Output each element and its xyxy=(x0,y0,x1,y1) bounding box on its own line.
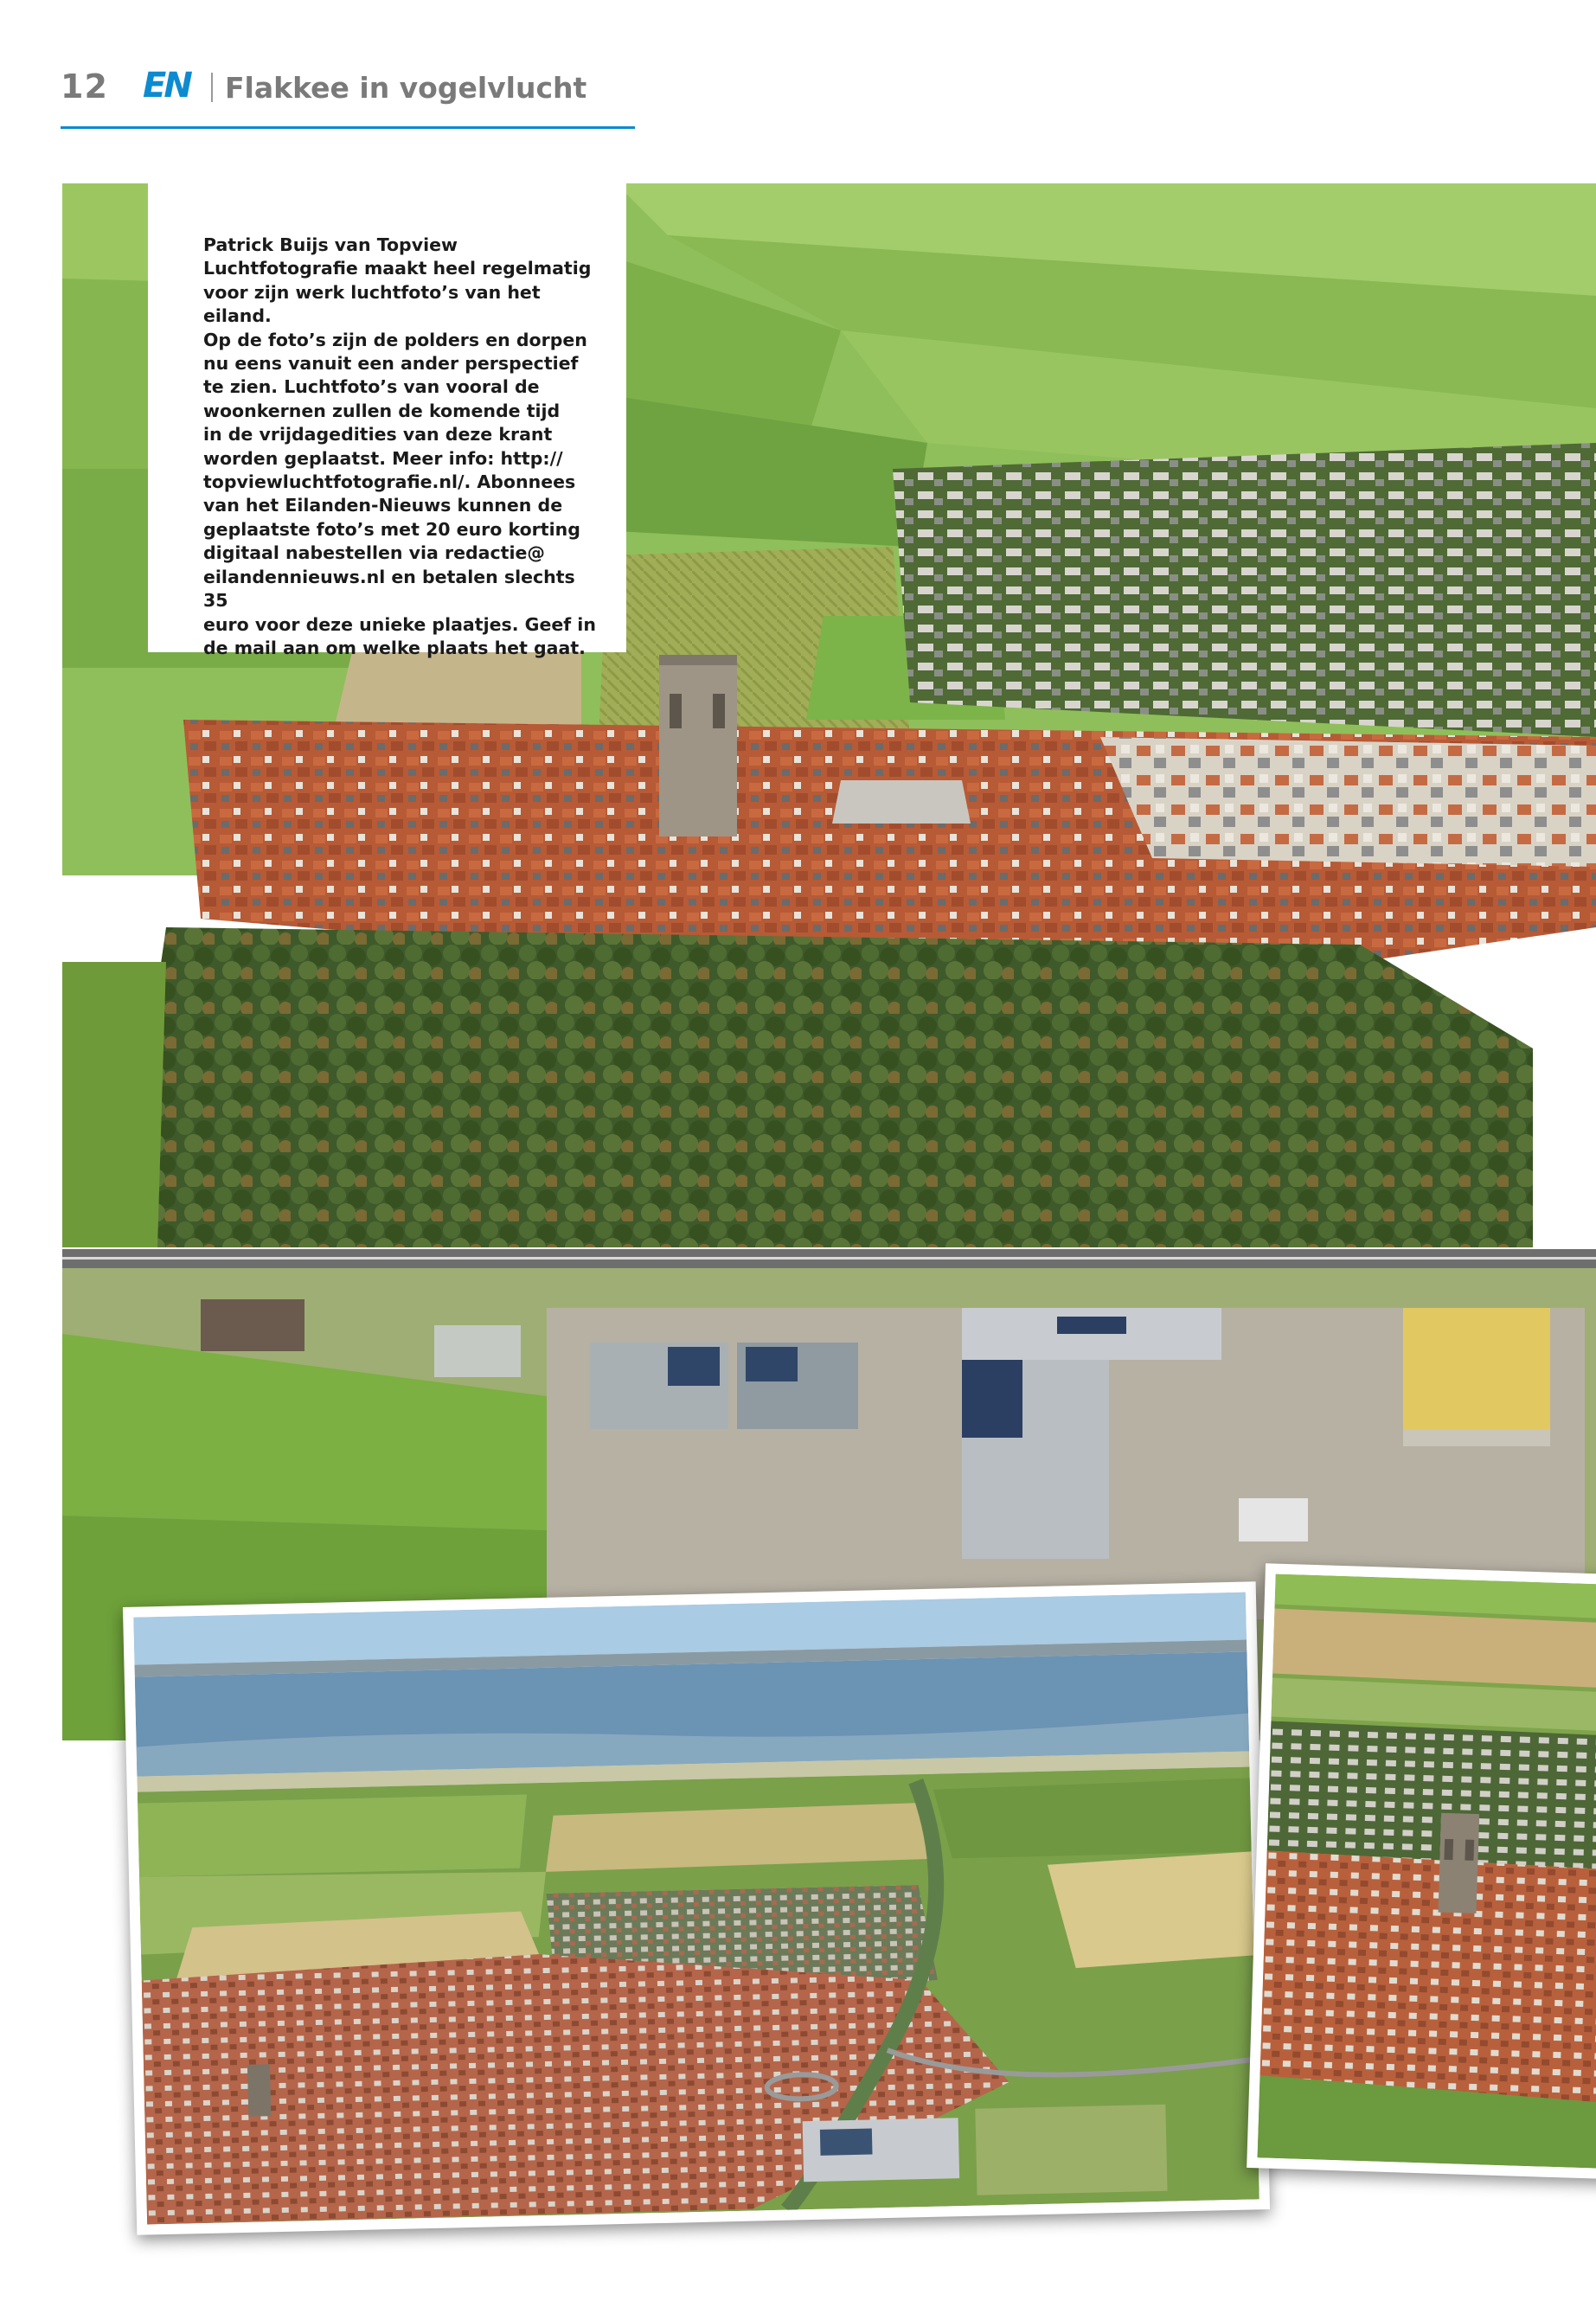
header-divider xyxy=(211,73,213,102)
page-header xyxy=(61,61,649,112)
page-number: 12 xyxy=(61,67,108,106)
inset-photo-town-tower xyxy=(1247,1563,1596,2180)
caption-text: Patrick Buijs van Topview Luchtfotografie maakt heel regelmatig voor zijn werk luchtfoto’s van het eiland. Op de foto’s zijn de polders en dorpen nu eens vanuit een ander perspectief te zien. Luchtfoto’s van vooral de woonkernen zullen de komende tijd in de vrijdagedities van deze krant worden geplaatst. Meer info: http:// topviewluchtfotografie.nl/. Abonnees van het Eilanden-Nieuws kunnen de geplaatste foto’s met 20 euro korting digitaal nabestellen via redactie@ eilandennieuws.nl en betalen slechts 35 euro voor deze unieke plaatjes. Geef in de mail aan om welke plaats het gaat. xyxy=(203,234,596,658)
photo-caption-box xyxy=(148,183,626,658)
newspaper-logo: EN xyxy=(143,66,190,106)
section-title: Flakkee in vogelvlucht xyxy=(225,71,587,105)
inset-photo-village-sea xyxy=(123,1581,1270,2235)
header-rule xyxy=(61,126,635,129)
